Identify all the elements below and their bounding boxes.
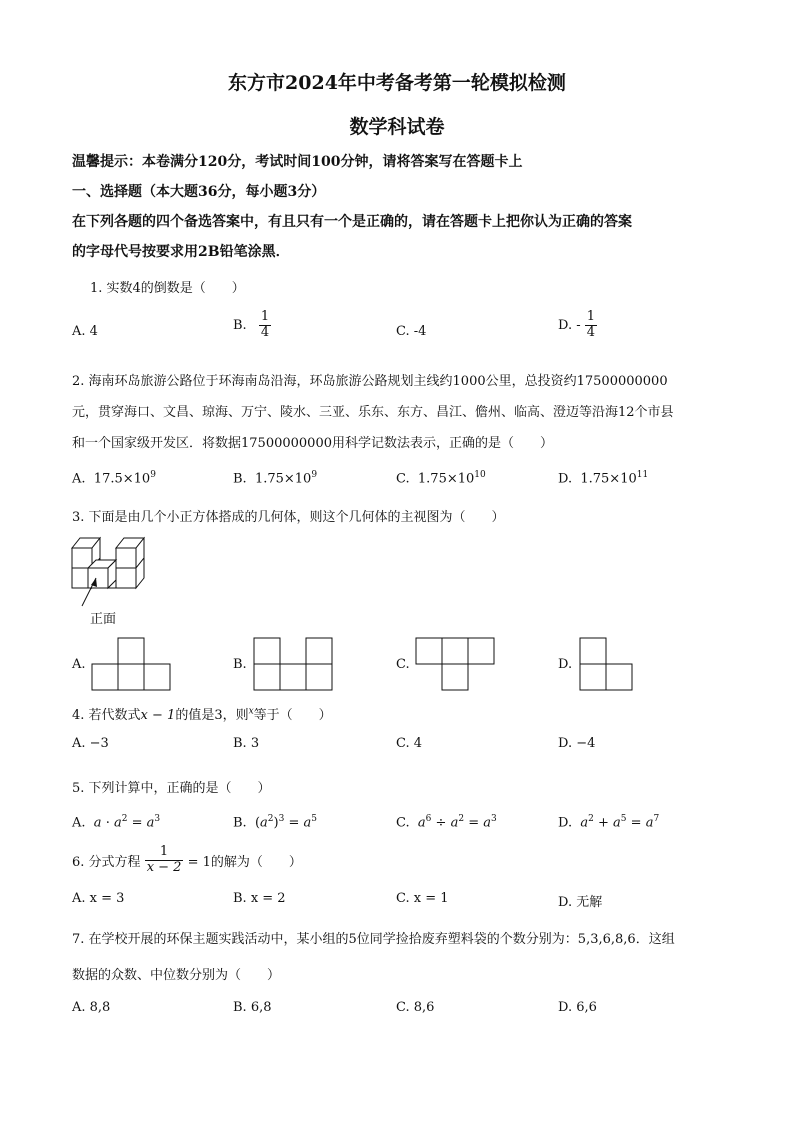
q6-option-c: C. x = 1: [396, 891, 449, 906]
q6-option-d: D. 无解: [558, 895, 603, 910]
q2-option-b: B. $1.75\times 10^9$: [233, 470, 318, 487]
q5-option-b: B. $(a^2)^3 = a^5$: [233, 814, 318, 831]
q1-option-c: C. -4: [396, 324, 427, 339]
section-instruction-1: 在下列各题的四个备选答案中，有且只有一个是正确的，请在答题卡上把你认为正确的答案: [72, 214, 632, 230]
q2-line-1: 2. 海南环岛旅游公路位于环海南岛沿海，环岛旅游公路规划主线约1000公里，总投资约17500000000: [72, 374, 668, 389]
q4-option-b: B. 3: [233, 736, 260, 751]
q7-line-1: 7. 在学校开展的环保主题实践活动中，某小组的5位同学捡拾废弃塑料袋的个数分别为：5,3,6,8,6．这组: [72, 932, 675, 947]
q7-option-a: A. 8,8: [72, 1000, 111, 1015]
q4-option-a: A. −3: [72, 736, 109, 751]
q5-stem: 5. 下列计算中，正确的是（ ）: [72, 781, 271, 796]
page-subtitle: 数学科试卷: [349, 116, 445, 138]
q3-option-c-figure: [416, 637, 496, 691]
q1-option-a: A. 4: [72, 324, 98, 339]
front-label: 正面: [90, 612, 117, 627]
q1-option-d: D. - $\frac{1}{4}$: [558, 309, 596, 340]
q7-option-d: D. 6,6: [558, 1000, 597, 1015]
section-heading: 一、选择题（本大题36分，每小题3分）: [72, 184, 326, 200]
q6-stem: 6. 分式方程 $\frac{1}{x - 2}$ = 1的解为（ ）: [72, 844, 302, 875]
q3-option-a-label: A.: [72, 657, 86, 672]
page-title: 东方市2024年中考备考第一轮模拟检测: [228, 72, 566, 94]
q1-option-b: B. $\frac{1}{4}$: [233, 309, 270, 340]
q5-option-d: D. $a^2 + a^5 = a^7$: [558, 814, 660, 831]
q4-option-d: D. −4: [558, 736, 596, 751]
q3-option-a-figure: [92, 637, 172, 691]
q6-option-b: B. x = 2: [233, 891, 286, 906]
q2-option-c: C. $1.75\times 10^{10}$: [396, 470, 486, 487]
q7-option-c: C. 8,6: [396, 1000, 435, 1015]
q3-option-d-figure: [580, 637, 636, 691]
q4-option-c: C. 4: [396, 736, 423, 751]
q6-option-a: A. x = 3: [72, 891, 125, 906]
q1-stem: 1. 实数4的倒数是（ ）: [90, 281, 245, 296]
section-instruction-2: 的字母代号按要求用2B铅笔涂黑．: [72, 244, 290, 260]
q5-option-c: C. $a^6 \div a^2 = a^3$: [396, 814, 497, 831]
q2-line-3: 和一个国家级开发区．将数据17500000000用科学记数法表示，正确的是（ ）: [72, 436, 553, 451]
q7-line-2: 数据的众数、中位数分别为（ ）: [72, 968, 281, 983]
notice: 温馨提示：本卷满分120分，考试时间100分钟，请将答案写在答题卡上: [72, 154, 523, 170]
q7-option-b: B. 6,8: [233, 1000, 272, 1015]
q3-option-b-label: B.: [233, 657, 247, 672]
q3-option-d-label: D.: [558, 657, 573, 672]
q2-line-2: 元，贯穿海口、文昌、琼海、万宁、陵水、三亚、乐东、东方、昌江、儋州、临高、澄迈等沿海12个市县: [72, 405, 674, 420]
q4-stem: 4. 若代数式x − 1的值是3，则$^x$等于（ ）: [72, 706, 332, 723]
q3-stem: 3. 下面是由几个小正方体搭成的几何体，则这个几何体的主视图为（ ）: [72, 510, 505, 525]
q2-option-a: A. $17.5\times 10^9$: [72, 470, 156, 487]
q3-option-b-figure: [254, 637, 334, 691]
q3-option-c-label: C.: [396, 657, 410, 672]
q2-option-d: D. $1.75\times 10^{11}$: [558, 470, 649, 487]
q5-option-a: A. $a \cdot a^2 = a^3$: [72, 814, 161, 831]
